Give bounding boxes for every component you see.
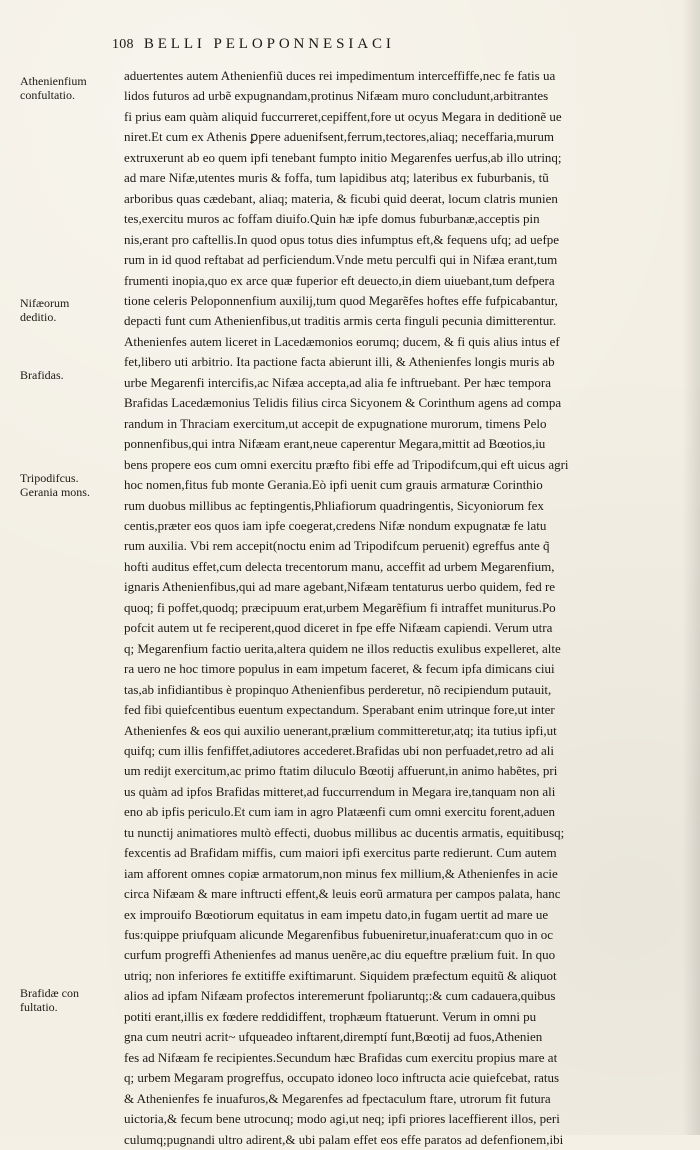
text-line: tas,ab infidiantibus è propinquo Athenienfibus perderetur, nõ recipiendum putauit,	[124, 681, 552, 697]
text-line: & Athenienfes fe inuafuros,& Megarenfes ad fpectaculum ftare, utrorum fit futura	[124, 1090, 551, 1106]
text-line: extruxerunt ab eo quem ipfi tenebant fumpto initio Megarenfes uerfus,ab illo utrinq;	[124, 149, 562, 165]
text-line: frumenti inopia,quo ex arce quæ fuperior eft deuecto,in diem uiuebant,tum defpera	[124, 272, 555, 288]
text-line: ponnenfibus,qui intra Nifæam erant,neue caperentur Megara,mittit ad Bœotios,iu	[124, 436, 546, 452]
text-line: ra uero ne hoc timore populus in eam impetum faceret, & fecum ipfa dimicans ciui	[124, 661, 555, 677]
text-line: randum in Thraciam exercitum,ut accepit de expugnatione murorum, timens Pelo	[124, 415, 547, 431]
text-line: arboribus quas cædebant, aliaq; materia, & ficubi quid deerat, locum clatris munien	[124, 190, 558, 206]
marginal-note: Athenienfium confultatio.	[20, 74, 87, 102]
text-line: ex improuifo Bœotiorum equitatus in eam impetu dato,in fugam uertit ad mare ue	[124, 906, 549, 922]
text-line: alios ad ipfam Nifæam profectos interemerunt fpoliaruntq;:& cum cadauera,quibus	[124, 988, 556, 1004]
running-header	[112, 36, 688, 56]
text-line: Athenienfes & eos qui auxilio uenerant,prælium committeretur,atq; ita tutius ipfi,ut	[124, 722, 557, 738]
text-line: uictoria,& fecum bene utrocunq; modo agi,ut neq; ipfi priores laceffierent illos, peri	[124, 1111, 560, 1127]
text-line: tes,exercitu muros ac foffam diuifo.Quin hæ ipfe domus fuburbanæ,acceptis pin	[124, 211, 540, 227]
text-line: fes ad Nifæam fe recipientes.Secundum hæc Brafidas cum exercitu propius mare at	[124, 1049, 558, 1065]
text-line: fed fibi quiefcentibus euentum expectandum. Sperabant enim utrinque fore,ut inter	[124, 702, 555, 718]
text-line: Brafidas Lacedæmonius Telidis filius circa Sicyonem & Corinthum agens ad compa	[124, 395, 562, 411]
text-line: pofcit autem ut fe reciperent,quod diceret in fpe effe Nifæam capiendi. Verum utra	[124, 620, 553, 636]
marginal-note: Tripodifcus. Gerania mons.	[20, 471, 90, 499]
text-line: gna cum neutri acrit~ ufqueadeo inftarent,diremptí funt,Bœotij ad fuos,Athenien	[124, 1029, 543, 1045]
text-line: niret.Et cum ex Athenis ꝑpere aduenifsent,ferrum,tectores,aliaq; neceffaria,murum	[124, 129, 554, 145]
text-line: bens propere eos cum omni exercitu præfto fibi effe ad Tripodifcum,qui eft uicus agri	[124, 456, 569, 472]
text-line: rum auxilia. Vbi rem accepit(noctu enim ad Tripodifcum peruenit) egreffus ante q̃	[124, 538, 550, 554]
text-line: q; Megarenfium factio uerita,altera quidem ne illos reductis exulibus expelleret, alte	[124, 640, 561, 656]
text-line: hofti auditus effet,cum delecta trecentorum manu, acceffit ad urbem Megarenfium,	[124, 558, 555, 574]
text-line: fexcentis ad Brafidam miffis, cum maiori ipfi exercitus parte redierunt. Cum autem	[124, 845, 557, 861]
text-line: rum in id quod reftabat ad perficiendum.Vnde metu perculfi qui in Nifæa erant,tum	[124, 252, 558, 268]
text-line: quifq; cum illis fenfiffet,adiutores accederet.Brafidas ubi non perfuadet,retro ad ali	[124, 742, 555, 758]
marginal-note: Brafidæ con fultatio.	[20, 986, 79, 1014]
text-line: utriq; non inferiores fe extitiffe exiftimarunt. Siquidem præfectum equitũ & aliquot	[124, 967, 557, 983]
page-edge-shadow	[682, 0, 700, 1135]
text-line: ignaris Athenienfibus,qui ad mare agebant,Nifæam tentaturus uerbo quidem, fed re	[124, 579, 556, 595]
main-text-block	[124, 66, 679, 1150]
text-line: ad mare Nifæ,utentes muris & foffa, tum lapidibus atq; lateribus ex fuburbanis, tũ	[124, 170, 549, 186]
text-line: hoc nomen,fitus fub monte Gerania.Eò ipfi uenit cum grauis armaturæ Corinthio	[124, 477, 543, 493]
running-title: BELLI PELOPONNESIACI	[143, 36, 395, 52]
text-line: fus:quippe priufquam alicunde Megarenfibus fubueniretur,inuaferat:cum quo in oc	[124, 927, 554, 943]
text-line: um redijt exercitum,ac primo ftatim diluculo Bœotij affuerunt,in animo habẽtes, pri	[124, 763, 558, 779]
text-line: lidos futuros ad urbẽ expugnandam,protinus Nifæam muro concludunt,arbitrantes	[124, 88, 549, 104]
text-line: culumq;pugnandi ultro adirent,& ubi palam effet eos effe paratos ad defenfionem,ibi	[124, 1131, 564, 1147]
text-line: circa Nifæam & mare inftructi effent,& leuis eorũ armatura per campos palata, hanc	[124, 886, 561, 902]
text-line: q; urbem Megaram progreffus, occupato idoneo loco inftructa acie quiefcebat, ratus	[124, 1070, 560, 1086]
marginal-note: Brafidas.	[20, 368, 64, 382]
text-line: potiti erant,illis ex fœdere reddidiffent, trophæum ftatuerunt. Verum in omni pu	[124, 1008, 537, 1024]
text-line: urbe Megarenfi intercifis,ac Nifæa accepta,ad alia fe inftruebant. Per hæc tempora	[124, 374, 551, 390]
text-line: us quàm ad ipfos Brafidas mitteret,ad fuccurrendum in Megara ire,tanquam non ali	[124, 783, 556, 799]
text-line: fi prius eam quàm aliquid fuccurreret,cepiffent,fore ut ocyus Megara in deditionẽ ue	[124, 108, 562, 124]
marginal-note: Nifæorum deditio.	[20, 296, 70, 324]
page-number: 108	[112, 37, 134, 52]
text-line: Athenienfes autem liceret in Lacedæmonios eorumq; ducem, & fi quis alius intus ef	[124, 333, 560, 349]
text-line: eno ab ipfis periculo.Et cum iam in agro Platæenfi cum omni exercitu forent,aduen	[124, 804, 556, 820]
text-line: tione celeris Peloponnenfium auxilij,tum quod Megarẽfes hoftes effe fufpicabantur,	[124, 292, 558, 308]
text-line: rum duobus millibus ac feptingentis,Phliafiorum quadringentis, Sicyoniorum fex	[124, 497, 544, 513]
text-line: aduertentes autem Athenienfiũ duces rei impedimentum interceffiffe,nec fe fatis ua	[124, 68, 556, 83]
text-line: fet,libero uti arbitrio. Ita pactione facta abierunt illi, & Athenienfes longis muris ab	[124, 354, 555, 370]
text-line: quoq; fi poffet,quodq; præcipuum erat,urbem Megarẽfium fi intraffet muniturus.Po	[124, 599, 556, 615]
text-line: curfum progreffi Athenienfes ad manus uenẽre,ac diu equeftre prælium fuit. In quo	[124, 947, 556, 963]
text-line: iam afforent omnes copiæ armatorum,non minus fex millium,& Athenienfes in acie	[124, 865, 558, 881]
text-line: nis,erant pro caftellis.In quod opus totus dies infumptus eft,& fequens ufq; ad uefpe	[124, 231, 560, 247]
text-line: tu nunctij animatiores multò effecti, duobus millibus ac ducentis armatis, equitibusq;	[124, 824, 565, 840]
text-line: centis,præter eos quos iam ipfe coegerat,credens Nifæ nondum expugnatæ fe latu	[124, 517, 547, 533]
text-line: depacti funt cum Athenienfibus,ut traditis armis certa finguli pecunia dimitterentur.	[124, 313, 557, 329]
